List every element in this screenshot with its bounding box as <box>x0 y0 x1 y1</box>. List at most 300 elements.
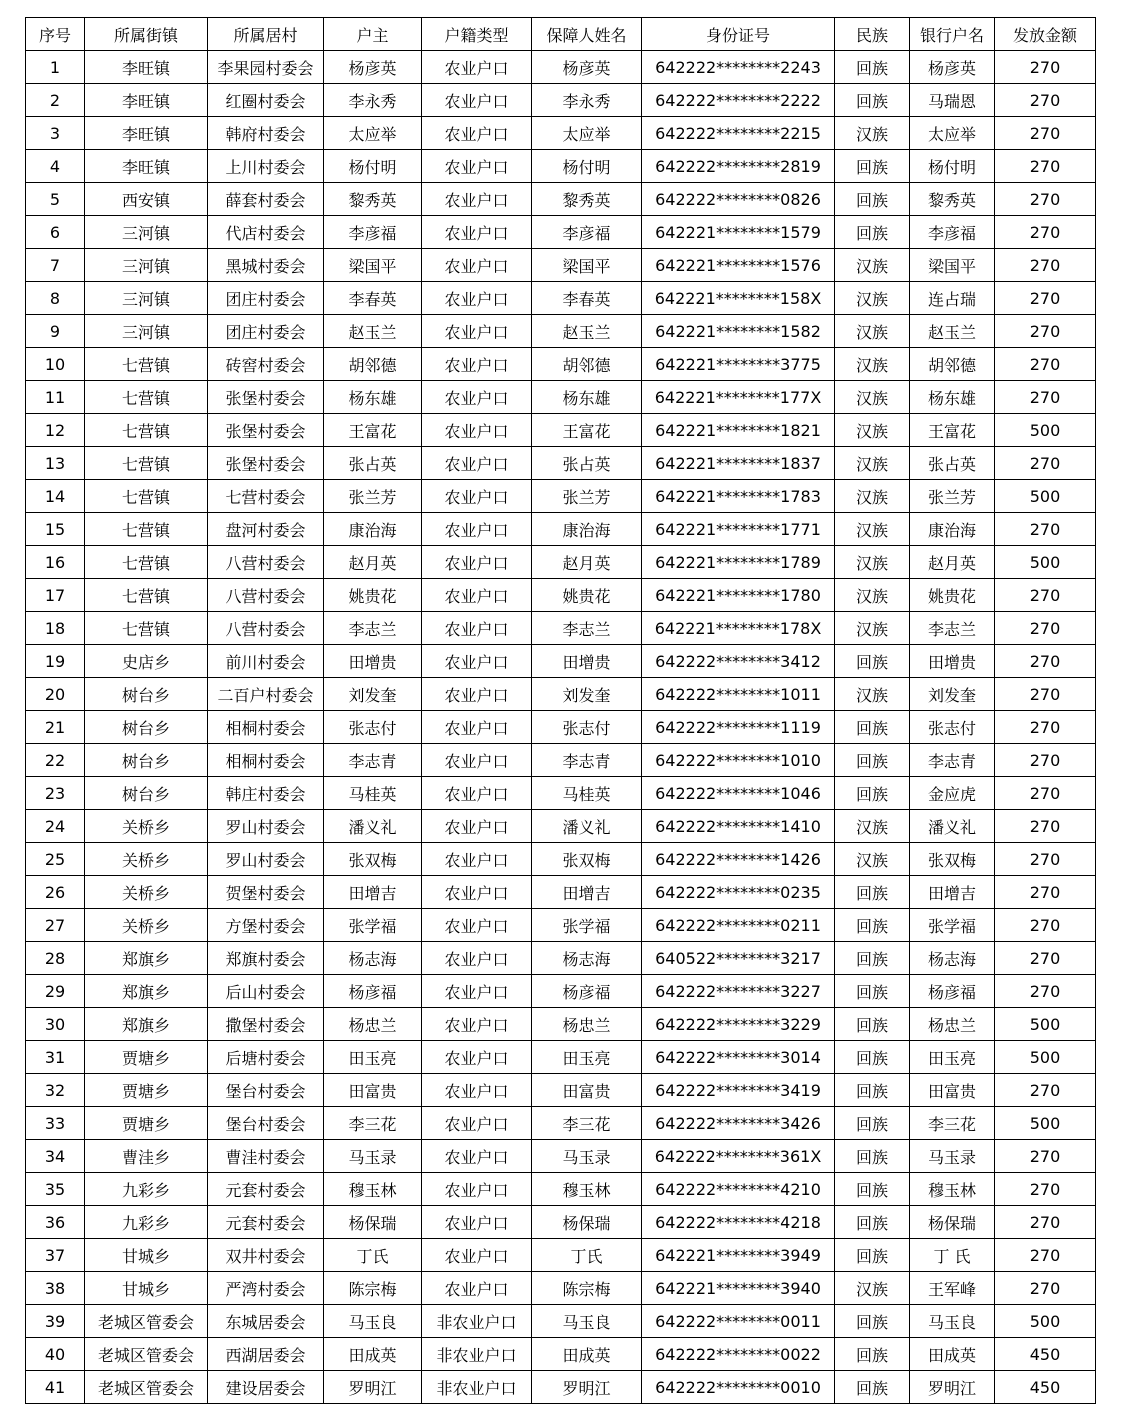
table-row <box>26 645 1096 678</box>
cell-bank-account-name: 杨彦福 <box>910 975 995 1008</box>
cell-index: 11 <box>26 381 85 414</box>
cell-town: 关桥乡 <box>85 810 208 843</box>
cell-amount: 270 <box>995 513 1096 546</box>
cell-registry-type: 农业户口 <box>422 249 532 282</box>
cell-town: 九彩乡 <box>85 1206 208 1239</box>
cell-index: 5 <box>26 183 85 216</box>
cell-registry-type: 农业户口 <box>422 381 532 414</box>
cell-ethnicity: 汉族 <box>835 117 910 150</box>
cell-index: 12 <box>26 414 85 447</box>
cell-householder: 马玉录 <box>324 1140 422 1173</box>
cell-amount: 270 <box>995 711 1096 744</box>
table-row <box>26 1239 1096 1272</box>
cell-ethnicity: 汉族 <box>835 381 910 414</box>
cell-householder: 田玉亮 <box>324 1041 422 1074</box>
cell-householder: 梁国平 <box>324 249 422 282</box>
cell-amount: 270 <box>995 975 1096 1008</box>
table-row <box>26 381 1096 414</box>
cell-registry-type: 农业户口 <box>422 150 532 183</box>
cell-village: 撒堡村委会 <box>208 1008 324 1041</box>
table-row <box>26 1338 1096 1371</box>
cell-ethnicity: 汉族 <box>835 546 910 579</box>
cell-village: 相桐村委会 <box>208 744 324 777</box>
cell-bank-account-name: 田增贵 <box>910 645 995 678</box>
header-registry-type: 户籍类型 <box>422 18 532 51</box>
cell-registry-type: 农业户口 <box>422 282 532 315</box>
table-row <box>26 876 1096 909</box>
cell-amount: 270 <box>995 645 1096 678</box>
cell-registry-type: 非农业户口 <box>422 1371 532 1404</box>
cell-town: 七营镇 <box>85 513 208 546</box>
table-row <box>26 744 1096 777</box>
cell-registry-type: 农业户口 <box>422 1074 532 1107</box>
cell-village: 团庄村委会 <box>208 282 324 315</box>
cell-bank-account-name: 罗明江 <box>910 1371 995 1404</box>
cell-beneficiary: 穆玉林 <box>532 1173 642 1206</box>
cell-amount: 270 <box>995 249 1096 282</box>
cell-ethnicity: 回族 <box>835 216 910 249</box>
cell-id-number: 642222********1011 <box>642 678 835 711</box>
cell-householder: 张学福 <box>324 909 422 942</box>
cell-ethnicity: 汉族 <box>835 810 910 843</box>
table-row <box>26 216 1096 249</box>
cell-bank-account-name: 田增吉 <box>910 876 995 909</box>
cell-registry-type: 农业户口 <box>422 645 532 678</box>
cell-beneficiary: 马玉良 <box>532 1305 642 1338</box>
cell-id-number: 642221********1837 <box>642 447 835 480</box>
table-row <box>26 1074 1096 1107</box>
cell-id-number: 642221********1576 <box>642 249 835 282</box>
cell-registry-type: 农业户口 <box>422 84 532 117</box>
cell-bank-account-name: 李志青 <box>910 744 995 777</box>
header-bank-account-name: 银行户名 <box>910 18 995 51</box>
cell-bank-account-name: 黎秀英 <box>910 183 995 216</box>
table-row <box>26 513 1096 546</box>
cell-id-number: 642221********1789 <box>642 546 835 579</box>
cell-householder: 杨彦福 <box>324 975 422 1008</box>
cell-registry-type: 农业户口 <box>422 678 532 711</box>
cell-beneficiary: 张学福 <box>532 909 642 942</box>
cell-beneficiary: 潘义礼 <box>532 810 642 843</box>
cell-bank-account-name: 杨东雄 <box>910 381 995 414</box>
cell-beneficiary: 刘发奎 <box>532 678 642 711</box>
cell-id-number: 642221********158X <box>642 282 835 315</box>
cell-index: 37 <box>26 1239 85 1272</box>
cell-beneficiary: 胡邻德 <box>532 348 642 381</box>
cell-householder: 李彦福 <box>324 216 422 249</box>
cell-town: 三河镇 <box>85 249 208 282</box>
cell-index: 3 <box>26 117 85 150</box>
cell-bank-account-name: 田富贵 <box>910 1074 995 1107</box>
cell-index: 7 <box>26 249 85 282</box>
cell-village: 上川村委会 <box>208 150 324 183</box>
table-row <box>26 1371 1096 1404</box>
cell-beneficiary: 杨付明 <box>532 150 642 183</box>
cell-ethnicity: 汉族 <box>835 1272 910 1305</box>
cell-householder: 刘发奎 <box>324 678 422 711</box>
cell-id-number: 642221********3949 <box>642 1239 835 1272</box>
cell-bank-account-name: 李志兰 <box>910 612 995 645</box>
cell-ethnicity: 汉族 <box>835 513 910 546</box>
cell-index: 6 <box>26 216 85 249</box>
cell-householder: 杨彦英 <box>324 51 422 84</box>
cell-amount: 270 <box>995 942 1096 975</box>
cell-id-number: 642222********3412 <box>642 645 835 678</box>
cell-village: 方堡村委会 <box>208 909 324 942</box>
cell-bank-account-name: 张占英 <box>910 447 995 480</box>
cell-householder: 田增贵 <box>324 645 422 678</box>
cell-ethnicity: 回族 <box>835 1239 910 1272</box>
cell-householder: 李春英 <box>324 282 422 315</box>
cell-householder: 马玉良 <box>324 1305 422 1338</box>
cell-town: 三河镇 <box>85 216 208 249</box>
cell-amount: 270 <box>995 150 1096 183</box>
cell-village: 严湾村委会 <box>208 1272 324 1305</box>
cell-bank-account-name: 胡邻德 <box>910 348 995 381</box>
cell-id-number: 642221********178X <box>642 612 835 645</box>
cell-amount: 270 <box>995 909 1096 942</box>
cell-town: 李旺镇 <box>85 84 208 117</box>
cell-beneficiary: 杨东雄 <box>532 381 642 414</box>
cell-town: 七营镇 <box>85 480 208 513</box>
cell-ethnicity: 回族 <box>835 51 910 84</box>
table-row <box>26 546 1096 579</box>
table-row <box>26 447 1096 480</box>
table-row <box>26 579 1096 612</box>
cell-bank-account-name: 马玉录 <box>910 1140 995 1173</box>
cell-town: 关桥乡 <box>85 843 208 876</box>
cell-town: 郑旗乡 <box>85 1008 208 1041</box>
document-table-wrapper <box>25 17 1095 1404</box>
cell-registry-type: 农业户口 <box>422 843 532 876</box>
cell-beneficiary: 李春英 <box>532 282 642 315</box>
cell-registry-type: 农业户口 <box>422 909 532 942</box>
cell-index: 19 <box>26 645 85 678</box>
cell-amount: 500 <box>995 480 1096 513</box>
cell-registry-type: 农业户口 <box>422 1239 532 1272</box>
cell-town: 七营镇 <box>85 381 208 414</box>
cell-village: 八营村委会 <box>208 546 324 579</box>
cell-village: 后塘村委会 <box>208 1041 324 1074</box>
cell-town: 李旺镇 <box>85 117 208 150</box>
cell-registry-type: 农业户口 <box>422 1041 532 1074</box>
cell-id-number: 642222********0011 <box>642 1305 835 1338</box>
cell-registry-type: 农业户口 <box>422 183 532 216</box>
cell-town: 郑旗乡 <box>85 975 208 1008</box>
cell-village: 张堡村委会 <box>208 447 324 480</box>
cell-householder: 张占英 <box>324 447 422 480</box>
cell-amount: 500 <box>995 546 1096 579</box>
cell-amount: 270 <box>995 1239 1096 1272</box>
table-row <box>26 1206 1096 1239</box>
cell-ethnicity: 回族 <box>835 942 910 975</box>
cell-id-number: 642221********177X <box>642 381 835 414</box>
cell-amount: 270 <box>995 447 1096 480</box>
cell-registry-type: 农业户口 <box>422 777 532 810</box>
table-row <box>26 612 1096 645</box>
cell-town: 树台乡 <box>85 744 208 777</box>
cell-id-number: 642222********1426 <box>642 843 835 876</box>
cell-beneficiary: 杨志海 <box>532 942 642 975</box>
cell-village: 张堡村委会 <box>208 381 324 414</box>
cell-index: 27 <box>26 909 85 942</box>
cell-ethnicity: 汉族 <box>835 612 910 645</box>
cell-bank-account-name: 杨忠兰 <box>910 1008 995 1041</box>
cell-ethnicity: 汉族 <box>835 282 910 315</box>
cell-village: 八营村委会 <box>208 579 324 612</box>
cell-id-number: 642222********1010 <box>642 744 835 777</box>
cell-village: 砖窖村委会 <box>208 348 324 381</box>
cell-town: 七营镇 <box>85 447 208 480</box>
cell-village: 二百户村委会 <box>208 678 324 711</box>
cell-beneficiary: 李彦福 <box>532 216 642 249</box>
cell-town: 九彩乡 <box>85 1173 208 1206</box>
cell-amount: 270 <box>995 579 1096 612</box>
cell-index: 36 <box>26 1206 85 1239</box>
cell-householder: 太应举 <box>324 117 422 150</box>
cell-town: 李旺镇 <box>85 51 208 84</box>
cell-village: 后山村委会 <box>208 975 324 1008</box>
cell-index: 34 <box>26 1140 85 1173</box>
cell-id-number: 642222********0826 <box>642 183 835 216</box>
cell-beneficiary: 杨彦福 <box>532 975 642 1008</box>
cell-ethnicity: 回族 <box>835 1008 910 1041</box>
cell-registry-type: 农业户口 <box>422 1206 532 1239</box>
cell-amount: 270 <box>995 1074 1096 1107</box>
table-row <box>26 1173 1096 1206</box>
cell-amount: 270 <box>995 1140 1096 1173</box>
cell-id-number: 642222********0211 <box>642 909 835 942</box>
cell-id-number: 642221********3775 <box>642 348 835 381</box>
cell-village: 罗山村委会 <box>208 843 324 876</box>
cell-beneficiary: 杨彦英 <box>532 51 642 84</box>
cell-amount: 270 <box>995 183 1096 216</box>
cell-ethnicity: 回族 <box>835 84 910 117</box>
cell-village: 黑城村委会 <box>208 249 324 282</box>
cell-amount: 270 <box>995 876 1096 909</box>
cell-amount: 270 <box>995 84 1096 117</box>
cell-village: 西湖居委会 <box>208 1338 324 1371</box>
cell-beneficiary: 康治海 <box>532 513 642 546</box>
cell-id-number: 642222********2222 <box>642 84 835 117</box>
cell-town: 老城区管委会 <box>85 1371 208 1404</box>
cell-ethnicity: 汉族 <box>835 348 910 381</box>
cell-ethnicity: 回族 <box>835 1107 910 1140</box>
cell-registry-type: 农业户口 <box>422 810 532 843</box>
cell-ethnicity: 汉族 <box>835 678 910 711</box>
cell-index: 25 <box>26 843 85 876</box>
cell-registry-type: 农业户口 <box>422 711 532 744</box>
table-row <box>26 117 1096 150</box>
cell-amount: 500 <box>995 1008 1096 1041</box>
cell-beneficiary: 丁氏 <box>532 1239 642 1272</box>
cell-id-number: 642222********3419 <box>642 1074 835 1107</box>
cell-index: 21 <box>26 711 85 744</box>
cell-index: 30 <box>26 1008 85 1041</box>
cell-amount: 270 <box>995 51 1096 84</box>
cell-id-number: 642222********2243 <box>642 51 835 84</box>
cell-beneficiary: 太应举 <box>532 117 642 150</box>
table-row <box>26 51 1096 84</box>
cell-amount: 270 <box>995 612 1096 645</box>
cell-town: 郑旗乡 <box>85 942 208 975</box>
cell-index: 18 <box>26 612 85 645</box>
cell-bank-account-name: 张学福 <box>910 909 995 942</box>
cell-ethnicity: 回族 <box>835 1173 910 1206</box>
cell-id-number: 642222********0235 <box>642 876 835 909</box>
cell-ethnicity: 汉族 <box>835 447 910 480</box>
cell-ethnicity: 汉族 <box>835 579 910 612</box>
cell-ethnicity: 回族 <box>835 1371 910 1404</box>
cell-beneficiary: 田增贵 <box>532 645 642 678</box>
cell-town: 史店乡 <box>85 645 208 678</box>
cell-beneficiary: 田玉亮 <box>532 1041 642 1074</box>
table-row <box>26 1107 1096 1140</box>
cell-village: 团庄村委会 <box>208 315 324 348</box>
table-row <box>26 249 1096 282</box>
table-row <box>26 348 1096 381</box>
cell-ethnicity: 回族 <box>835 1305 910 1338</box>
cell-ethnicity: 汉族 <box>835 843 910 876</box>
cell-id-number: 642222********2819 <box>642 150 835 183</box>
cell-bank-account-name: 康治海 <box>910 513 995 546</box>
table-row <box>26 183 1096 216</box>
cell-householder: 田增吉 <box>324 876 422 909</box>
cell-village: 郑旗村委会 <box>208 942 324 975</box>
cell-amount: 450 <box>995 1371 1096 1404</box>
cell-ethnicity: 回族 <box>835 876 910 909</box>
cell-registry-type: 农业户口 <box>422 348 532 381</box>
cell-bank-account-name: 杨付明 <box>910 150 995 183</box>
cell-town: 树台乡 <box>85 777 208 810</box>
table-row <box>26 480 1096 513</box>
cell-index: 14 <box>26 480 85 513</box>
cell-id-number: 642222********0022 <box>642 1338 835 1371</box>
cell-town: 七营镇 <box>85 348 208 381</box>
cell-householder: 李永秀 <box>324 84 422 117</box>
cell-village: 双井村委会 <box>208 1239 324 1272</box>
cell-town: 老城区管委会 <box>85 1338 208 1371</box>
cell-town: 曹洼乡 <box>85 1140 208 1173</box>
cell-amount: 500 <box>995 414 1096 447</box>
cell-index: 20 <box>26 678 85 711</box>
cell-town: 七营镇 <box>85 546 208 579</box>
cell-village: 七营村委会 <box>208 480 324 513</box>
cell-amount: 270 <box>995 810 1096 843</box>
cell-bank-account-name: 杨保瑞 <box>910 1206 995 1239</box>
cell-householder: 潘义礼 <box>324 810 422 843</box>
cell-index: 24 <box>26 810 85 843</box>
cell-bank-account-name: 姚贵花 <box>910 579 995 612</box>
cell-village: 建设居委会 <box>208 1371 324 1404</box>
cell-ethnicity: 回族 <box>835 1140 910 1173</box>
cell-householder: 赵玉兰 <box>324 315 422 348</box>
cell-registry-type: 农业户口 <box>422 876 532 909</box>
cell-village: 韩庄村委会 <box>208 777 324 810</box>
cell-beneficiary: 张兰芳 <box>532 480 642 513</box>
cell-id-number: 642222********1046 <box>642 777 835 810</box>
cell-id-number: 640522********3217 <box>642 942 835 975</box>
cell-beneficiary: 田增吉 <box>532 876 642 909</box>
cell-registry-type: 非农业户口 <box>422 1338 532 1371</box>
cell-index: 17 <box>26 579 85 612</box>
cell-householder: 张双梅 <box>324 843 422 876</box>
cell-index: 1 <box>26 51 85 84</box>
cell-householder: 姚贵花 <box>324 579 422 612</box>
cell-village: 堡台村委会 <box>208 1074 324 1107</box>
cell-amount: 270 <box>995 1272 1096 1305</box>
subsidy-table <box>25 17 1096 1404</box>
cell-householder: 黎秀英 <box>324 183 422 216</box>
cell-bank-account-name: 王军峰 <box>910 1272 995 1305</box>
table-row <box>26 909 1096 942</box>
cell-householder: 李志青 <box>324 744 422 777</box>
table-row <box>26 942 1096 975</box>
cell-bank-account-name: 张双梅 <box>910 843 995 876</box>
cell-village: 相桐村委会 <box>208 711 324 744</box>
cell-amount: 270 <box>995 843 1096 876</box>
cell-amount: 270 <box>995 744 1096 777</box>
cell-id-number: 642222********3227 <box>642 975 835 1008</box>
cell-ethnicity: 回族 <box>835 744 910 777</box>
cell-householder: 李志兰 <box>324 612 422 645</box>
cell-id-number: 642221********1780 <box>642 579 835 612</box>
cell-beneficiary: 张志付 <box>532 711 642 744</box>
cell-village: 堡台村委会 <box>208 1107 324 1140</box>
cell-beneficiary: 马玉录 <box>532 1140 642 1173</box>
cell-index: 13 <box>26 447 85 480</box>
cell-village: 东城居委会 <box>208 1305 324 1338</box>
cell-beneficiary: 田富贵 <box>532 1074 642 1107</box>
cell-amount: 270 <box>995 348 1096 381</box>
cell-householder: 杨保瑞 <box>324 1206 422 1239</box>
cell-ethnicity: 回族 <box>835 909 910 942</box>
cell-bank-account-name: 金应虎 <box>910 777 995 810</box>
cell-index: 40 <box>26 1338 85 1371</box>
cell-town: 三河镇 <box>85 315 208 348</box>
cell-id-number: 642222********0010 <box>642 1371 835 1404</box>
table-row <box>26 1140 1096 1173</box>
cell-bank-account-name: 潘义礼 <box>910 810 995 843</box>
cell-registry-type: 农业户口 <box>422 612 532 645</box>
cell-village: 盘河村委会 <box>208 513 324 546</box>
cell-town: 七营镇 <box>85 414 208 447</box>
cell-amount: 270 <box>995 1206 1096 1239</box>
cell-town: 三河镇 <box>85 282 208 315</box>
cell-registry-type: 农业户口 <box>422 546 532 579</box>
cell-beneficiary: 姚贵花 <box>532 579 642 612</box>
cell-householder: 陈宗梅 <box>324 1272 422 1305</box>
cell-index: 2 <box>26 84 85 117</box>
cell-village: 前川村委会 <box>208 645 324 678</box>
cell-id-number: 642222********4218 <box>642 1206 835 1239</box>
header-row <box>26 18 1096 51</box>
cell-ethnicity: 回族 <box>835 1338 910 1371</box>
cell-beneficiary: 赵月英 <box>532 546 642 579</box>
cell-bank-account-name: 梁国平 <box>910 249 995 282</box>
cell-bank-account-name: 丁 氏 <box>910 1239 995 1272</box>
cell-beneficiary: 李志兰 <box>532 612 642 645</box>
cell-householder: 罗明江 <box>324 1371 422 1404</box>
cell-beneficiary: 李三花 <box>532 1107 642 1140</box>
table-row <box>26 414 1096 447</box>
cell-bank-account-name: 赵玉兰 <box>910 315 995 348</box>
cell-ethnicity: 汉族 <box>835 315 910 348</box>
cell-index: 4 <box>26 150 85 183</box>
cell-registry-type: 农业户口 <box>422 579 532 612</box>
cell-beneficiary: 杨保瑞 <box>532 1206 642 1239</box>
cell-registry-type: 农业户口 <box>422 1140 532 1173</box>
